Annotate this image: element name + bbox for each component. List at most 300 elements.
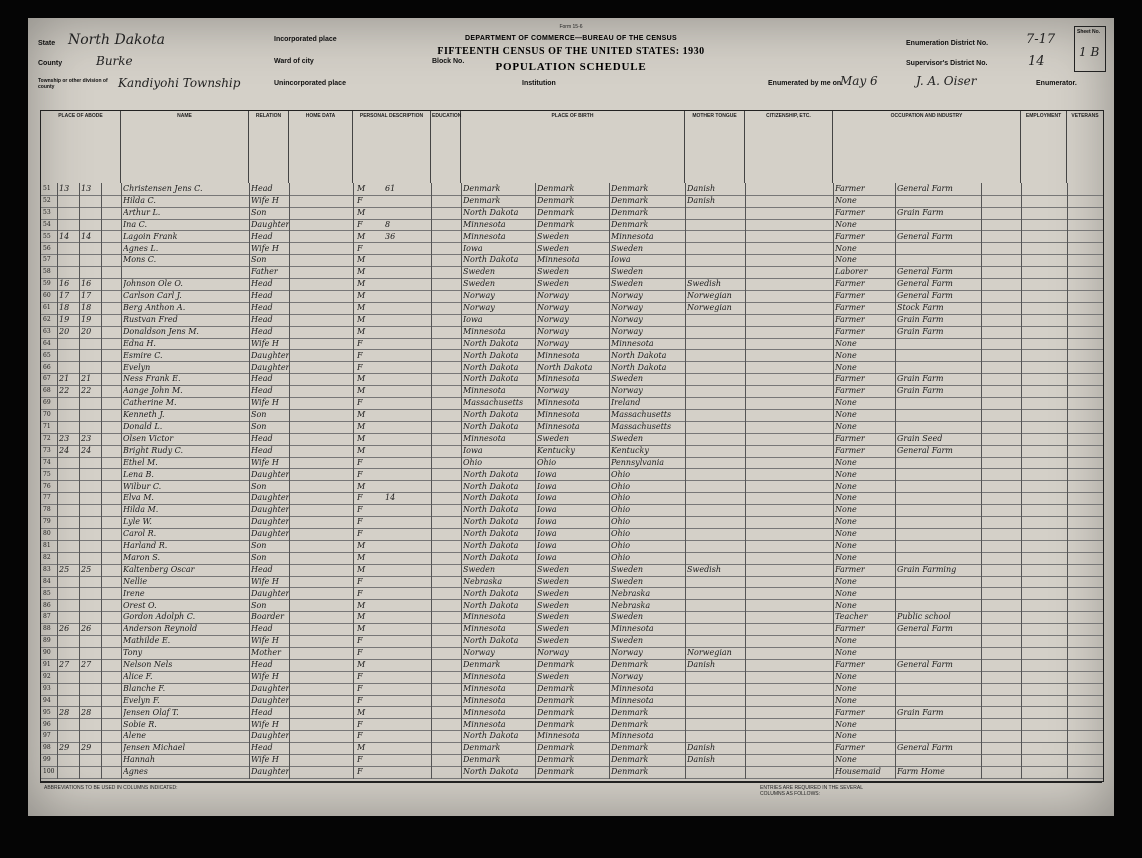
dwelling-number xyxy=(59,350,79,361)
line-number: 74 xyxy=(43,458,51,466)
table-row xyxy=(41,373,1103,386)
occupation: None xyxy=(835,600,857,610)
birthplace-person: North Dakota xyxy=(463,517,519,527)
birthplace-mother: Ohio xyxy=(611,469,631,479)
line-number: 56 xyxy=(43,244,51,252)
sex: F xyxy=(357,493,363,503)
birthplace-mother: North Dakota xyxy=(611,362,667,372)
family-number xyxy=(81,695,101,706)
family-number xyxy=(81,207,101,218)
industry xyxy=(897,719,977,730)
dwelling-number xyxy=(59,254,79,265)
industry xyxy=(897,350,977,361)
sheet-number-box xyxy=(1074,26,1106,72)
age: 61 xyxy=(385,184,396,193)
person-name: Lena B. xyxy=(123,469,154,479)
industry xyxy=(897,552,977,563)
mother-tongue xyxy=(687,326,743,337)
birthplace-father: Iowa xyxy=(537,481,557,491)
family-number xyxy=(81,266,101,277)
birthplace-mother: Norway xyxy=(611,671,643,681)
occupation: None xyxy=(835,362,857,372)
person-name: Arthur L. xyxy=(123,207,161,217)
family-number: 17 xyxy=(81,291,92,301)
industry xyxy=(897,695,977,706)
table-row xyxy=(41,207,1103,220)
person-name: Wilbur C. xyxy=(123,481,162,491)
dwelling-number xyxy=(59,588,79,599)
family-number xyxy=(81,195,101,206)
line-number: 100 xyxy=(43,768,55,776)
header-citizenship: CITIZENSHIP, ETC. xyxy=(745,111,833,183)
relation: Daughter xyxy=(251,350,289,360)
birthplace-person: North Dakota xyxy=(463,731,519,741)
birthplace-father: Denmark xyxy=(537,219,575,229)
occupation: Housemaid xyxy=(835,767,881,777)
industry: Grain Farm xyxy=(897,326,944,336)
mother-tongue xyxy=(687,457,743,468)
birthplace-mother: Minnesota xyxy=(611,624,654,634)
birthplace-father: Sweden xyxy=(537,433,570,443)
family-number: 25 xyxy=(81,564,92,574)
birthplace-father: Iowa xyxy=(537,517,557,527)
birthplace-father: Minnesota xyxy=(537,398,580,408)
occupation: None xyxy=(835,410,857,420)
age xyxy=(385,362,403,373)
industry: General Farm xyxy=(897,743,953,753)
line-number: 67 xyxy=(43,375,51,383)
occupation: None xyxy=(835,719,857,729)
age xyxy=(385,659,403,670)
table-row xyxy=(41,647,1103,660)
industry: Grain Farm xyxy=(897,386,944,396)
dwelling-number xyxy=(59,516,79,527)
table-row xyxy=(41,611,1103,624)
industry: Grain Farming xyxy=(897,564,957,574)
line-number: 89 xyxy=(43,637,51,645)
occupation: None xyxy=(835,636,857,646)
age: 14 xyxy=(385,493,396,503)
age xyxy=(385,338,403,349)
relation: Head xyxy=(251,326,273,336)
occupation: None xyxy=(835,529,857,539)
family-number: 19 xyxy=(81,314,92,324)
industry: Grain Farm xyxy=(897,207,944,217)
birthplace-father: Denmark xyxy=(537,695,575,705)
relation: Daughter xyxy=(251,767,289,777)
dwelling-number: 19 xyxy=(59,314,70,324)
family-number: 24 xyxy=(81,445,92,455)
table-row xyxy=(41,362,1103,375)
birthplace-mother: Norway xyxy=(611,648,643,658)
age xyxy=(385,445,403,456)
dwelling-number xyxy=(59,409,79,420)
person-name: Jensen Michael xyxy=(123,743,186,753)
department-heading: DEPARTMENT OF COMMERCE—BUREAU OF THE CENSUS xyxy=(465,35,677,42)
relation: Wife H xyxy=(251,338,279,348)
family-number xyxy=(81,635,101,646)
sex: F xyxy=(357,671,363,681)
relation: Wife H xyxy=(251,671,279,681)
person-name: Kenneth J. xyxy=(123,410,165,420)
line-number: 99 xyxy=(43,756,51,764)
line-number: 55 xyxy=(43,232,51,240)
family-number xyxy=(81,540,101,551)
occupation: None xyxy=(835,695,857,705)
birthplace-father: Sweden xyxy=(537,279,570,289)
family-number xyxy=(81,647,101,658)
dwelling-number xyxy=(59,719,79,730)
age xyxy=(385,695,403,706)
occupation: Farmer xyxy=(835,291,865,301)
age xyxy=(385,719,403,730)
table-row xyxy=(41,623,1103,636)
person-name: Donaldson Jens M. xyxy=(123,326,199,336)
family-number: 20 xyxy=(81,326,92,336)
sex: F xyxy=(357,683,363,693)
relation: Head xyxy=(251,564,273,574)
person-name: Evelyn xyxy=(123,362,151,372)
family-number: 13 xyxy=(81,184,92,193)
relation: Daughter xyxy=(251,731,289,741)
age xyxy=(385,385,403,396)
family-number xyxy=(81,528,101,539)
birthplace-person: North Dakota xyxy=(463,541,519,550)
dwelling-number: 29 xyxy=(59,743,70,753)
column-rule xyxy=(535,183,536,779)
birthplace-mother: Sweden xyxy=(611,374,644,384)
line-number: 93 xyxy=(43,684,51,692)
state-label: State xyxy=(38,40,56,47)
birthplace-person: Norway xyxy=(463,291,495,301)
birthplace-mother: Sweden xyxy=(611,636,644,646)
line-number: 77 xyxy=(43,494,51,502)
table-row xyxy=(41,600,1103,613)
family-number xyxy=(81,254,101,265)
dwelling-number xyxy=(59,611,79,622)
family-number: 28 xyxy=(81,707,92,717)
industry: General Farm xyxy=(897,445,953,455)
dwelling-number xyxy=(59,219,79,230)
person-name: Hilda C. xyxy=(123,195,156,205)
industry: General Farm xyxy=(897,267,953,277)
birthplace-mother: Norway xyxy=(611,291,643,301)
family-number xyxy=(81,719,101,730)
header-home-data: HOME DATA xyxy=(289,111,353,183)
sex: F xyxy=(357,195,363,205)
person-name: Ina C. xyxy=(123,219,148,229)
birthplace-father: Norway xyxy=(537,303,569,312)
table-row xyxy=(41,254,1103,267)
person-name: Catherine M. xyxy=(123,398,177,408)
occupation: None xyxy=(835,505,857,515)
sex: M xyxy=(357,386,366,396)
sex: M xyxy=(357,303,366,312)
header-education: EDUCATION xyxy=(431,111,461,183)
birthplace-father: Norway xyxy=(537,338,569,348)
mother-tongue xyxy=(687,540,743,551)
person-name: Edna H. xyxy=(123,338,156,348)
line-number: 61 xyxy=(43,304,51,311)
enumerator-name: J. A. Oiser xyxy=(916,74,977,88)
birthplace-person: North Dakota xyxy=(463,374,519,384)
relation: Son xyxy=(251,541,267,550)
column-rule xyxy=(249,183,250,779)
line-number: 71 xyxy=(43,423,51,430)
township-label: Township or other division of county xyxy=(38,78,108,90)
occupation: Farmer xyxy=(835,374,865,384)
industry xyxy=(897,600,977,611)
mother-tongue: Norwegian xyxy=(687,291,732,301)
age xyxy=(385,409,403,420)
relation: Head xyxy=(251,743,273,753)
block-label: Block No. xyxy=(432,58,465,65)
dwelling-number xyxy=(59,576,79,587)
age xyxy=(385,481,403,492)
schedule-title: POPULATION SCHEDULE xyxy=(495,61,647,73)
industry xyxy=(897,469,977,480)
industry xyxy=(897,588,977,599)
sex: M xyxy=(357,314,366,324)
relation: Wife H xyxy=(251,243,279,253)
table-row xyxy=(41,540,1103,553)
family-number xyxy=(81,469,101,480)
line-number: 87 xyxy=(43,613,51,621)
line-number: 68 xyxy=(43,387,51,395)
mother-tongue xyxy=(687,504,743,515)
relation: Daughter xyxy=(251,505,289,515)
relation: Daughter xyxy=(251,219,289,229)
column-rule xyxy=(79,183,80,779)
sex: M xyxy=(357,422,366,431)
industry: General Farm xyxy=(897,279,953,289)
column-rule xyxy=(609,183,610,779)
age xyxy=(385,623,403,634)
industry xyxy=(897,730,977,741)
sex: F xyxy=(357,505,363,515)
mother-tongue xyxy=(687,528,743,539)
occupation: Farmer xyxy=(835,207,865,217)
age xyxy=(385,540,403,551)
birthplace-father: Norway xyxy=(537,314,569,324)
birthplace-person: North Dakota xyxy=(463,207,519,217)
person-name: Harland R. xyxy=(123,541,168,550)
age xyxy=(385,266,403,277)
enum-district-value: 7-17 xyxy=(1026,32,1056,47)
relation: Wife H xyxy=(251,576,279,586)
mother-tongue xyxy=(687,683,743,694)
dwelling-number xyxy=(59,683,79,694)
industry xyxy=(897,338,977,349)
birthplace-person: North Dakota xyxy=(463,410,519,420)
sex: F xyxy=(357,529,363,539)
family-number xyxy=(81,754,101,765)
person-name: Berg Anthon A. xyxy=(123,303,186,312)
table-row xyxy=(41,231,1103,244)
occupation: None xyxy=(835,671,857,681)
table-row xyxy=(41,409,1103,422)
family-number xyxy=(81,397,101,408)
family-number xyxy=(81,421,101,432)
occupation: Farmer xyxy=(835,279,865,289)
unincorporated-label: Unincorporated place xyxy=(274,80,346,87)
table-row xyxy=(41,742,1103,755)
industry xyxy=(897,576,977,587)
dwelling-number xyxy=(59,504,79,515)
sex: M xyxy=(357,433,366,443)
age xyxy=(385,314,403,325)
industry xyxy=(897,457,977,468)
birthplace-father: Minnesota xyxy=(537,422,580,431)
enumerated-date: May 6 xyxy=(840,74,878,88)
industry xyxy=(897,254,977,265)
birthplace-person: Denmark xyxy=(463,660,501,669)
sex: M xyxy=(357,541,366,550)
person-name: Lyle W. xyxy=(123,517,152,527)
mother-tongue xyxy=(687,219,743,230)
institution-label: Institution xyxy=(522,80,556,87)
birthplace-person: Denmark xyxy=(463,755,501,765)
industry: General Farm xyxy=(897,660,953,669)
mother-tongue: Danish xyxy=(687,184,716,193)
mother-tongue: Danish xyxy=(687,195,716,205)
sex: M xyxy=(357,481,366,491)
supervisor-label: Supervisor's District No. xyxy=(906,60,988,67)
relation: Son xyxy=(251,422,267,431)
birthplace-mother: Denmark xyxy=(611,184,649,193)
birthplace-mother: Pennsylvania xyxy=(611,457,665,467)
table-row xyxy=(41,695,1103,708)
occupation: None xyxy=(835,588,857,598)
sex: F xyxy=(357,695,363,705)
sex: M xyxy=(357,564,366,574)
relation: Daughter xyxy=(251,469,289,479)
table-row xyxy=(41,302,1103,315)
birthplace-mother: Massachusetts xyxy=(611,422,672,431)
occupation: Farmer xyxy=(835,231,865,241)
age xyxy=(385,576,403,587)
mother-tongue: Swedish xyxy=(687,564,721,574)
birthplace-father: Norway xyxy=(537,648,569,658)
line-number: 86 xyxy=(43,601,51,609)
family-number xyxy=(81,683,101,694)
occupation: None xyxy=(835,683,857,693)
birthplace-person: North Dakota xyxy=(463,350,519,360)
dwelling-number xyxy=(59,266,79,277)
mother-tongue: Danish xyxy=(687,743,716,753)
line-number: 65 xyxy=(43,351,51,359)
column-rule xyxy=(431,183,432,779)
birthplace-person: North Dakota xyxy=(463,636,519,646)
birthplace-mother: Ohio xyxy=(611,481,631,491)
line-number: 54 xyxy=(43,220,51,228)
mother-tongue xyxy=(687,362,743,373)
dwelling-number xyxy=(59,635,79,646)
relation: Daughter xyxy=(251,588,289,598)
birthplace-mother: Kentucky xyxy=(611,445,649,455)
birthplace-mother: Sweden xyxy=(611,243,644,253)
age xyxy=(385,588,403,599)
industry xyxy=(897,540,977,551)
line-number: 59 xyxy=(43,280,51,288)
birthplace-father: Ohio xyxy=(537,457,557,467)
relation: Head xyxy=(251,314,273,324)
birthplace-mother: Ireland xyxy=(611,398,641,408)
industry xyxy=(897,671,977,682)
birthplace-person: Minnesota xyxy=(463,326,506,336)
table-row xyxy=(41,552,1103,565)
mother-tongue xyxy=(687,695,743,706)
birthplace-father: Minnesota xyxy=(537,255,580,265)
dwelling-number: 27 xyxy=(59,660,70,669)
line-number: 57 xyxy=(43,256,51,264)
relation: Daughter xyxy=(251,529,289,539)
occupation: None xyxy=(835,576,857,586)
line-number: 58 xyxy=(43,268,51,276)
person-name: Gordon Adolph C. xyxy=(123,612,196,622)
occupation: None xyxy=(835,755,857,765)
line-number: 60 xyxy=(43,292,51,300)
column-rule xyxy=(685,183,686,779)
birthplace-mother: Ohio xyxy=(611,529,631,539)
table-row xyxy=(41,671,1103,684)
person-name: Alice F. xyxy=(123,671,153,681)
column-rule xyxy=(895,183,896,779)
relation: Father xyxy=(251,267,278,277)
table-row xyxy=(41,183,1103,196)
occupation: Farmer xyxy=(835,314,865,324)
age xyxy=(385,647,403,658)
sex: F xyxy=(357,243,363,253)
birthplace-mother: Ohio xyxy=(611,517,631,527)
person-name: Johnson Ole O. xyxy=(123,279,183,289)
birthplace-person: North Dakota xyxy=(463,422,519,431)
birthplace-person: Sweden xyxy=(463,564,496,574)
sex: M xyxy=(357,184,366,193)
relation: Head xyxy=(251,279,273,289)
dwelling-number xyxy=(59,207,79,218)
occupation: Laborer xyxy=(835,267,868,277)
birthplace-father: Denmark xyxy=(537,755,575,765)
relation: Head xyxy=(251,433,273,443)
dwelling-number: 20 xyxy=(59,326,70,336)
person-name: Agnes xyxy=(123,767,148,777)
occupation: Farmer xyxy=(835,326,865,336)
relation: Son xyxy=(251,552,267,562)
sex: M xyxy=(357,231,366,241)
line-number: 95 xyxy=(43,708,51,716)
birthplace-mother: North Dakota xyxy=(611,350,667,360)
table-row xyxy=(41,719,1103,732)
person-name: Carlson Carl J. xyxy=(123,291,182,301)
relation: Head xyxy=(251,291,273,301)
mother-tongue xyxy=(687,492,743,503)
dwelling-number: 17 xyxy=(59,291,70,301)
occupation: None xyxy=(835,195,857,205)
industry xyxy=(897,421,977,432)
occupation: None xyxy=(835,469,857,479)
age xyxy=(385,671,403,682)
sex: M xyxy=(357,374,366,384)
mother-tongue xyxy=(687,421,743,432)
industry: General Farm xyxy=(897,624,953,634)
industry: Farm Home xyxy=(897,767,945,777)
dwelling-number xyxy=(59,754,79,765)
age xyxy=(385,421,403,432)
occupation: None xyxy=(835,255,857,265)
person-name: Jensen Olaf T. xyxy=(123,707,179,717)
industry: Stock Farm xyxy=(897,303,944,312)
